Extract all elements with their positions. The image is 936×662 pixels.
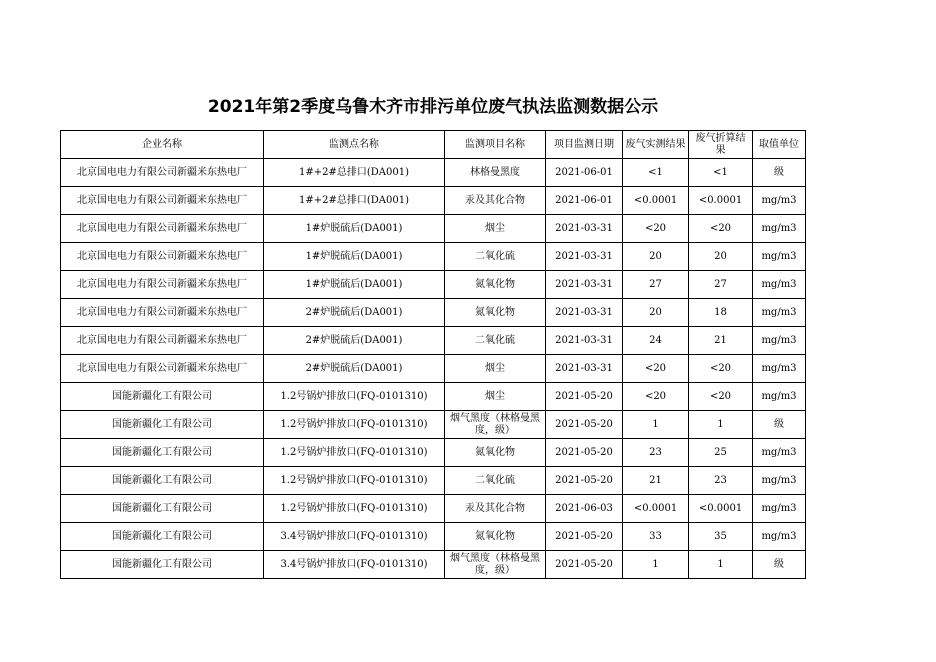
unit-cell: mg/m3 xyxy=(753,495,806,523)
table-row xyxy=(61,355,806,383)
table-row xyxy=(61,187,806,215)
monitoring-date-cell: 2021-05-20 xyxy=(546,411,623,439)
table-row xyxy=(61,383,806,411)
monitoring-date-cell: 2021-06-01 xyxy=(546,187,623,215)
monitoring-point-cell: 1#+2#总排口(DA001) xyxy=(264,187,445,215)
header-monitoring-date: 项目监测日期 xyxy=(546,131,623,159)
monitoring-point-cell: 2#炉脱硫后(DA001) xyxy=(264,327,445,355)
enterprise-cell: 国能新疆化工有限公司 xyxy=(61,467,264,495)
monitoring-point-cell: 1#炉脱硫后(DA001) xyxy=(264,271,445,299)
monitoring-date-cell: 2021-05-20 xyxy=(546,523,623,551)
converted-result-cell: 21 xyxy=(689,327,753,355)
page-title: 2021年第2季度乌鲁木齐市排污单位废气执法监测数据公示 xyxy=(207,97,659,117)
monitoring-item-cell: 林格曼黑度 xyxy=(445,159,546,187)
measured-result-cell: 1 xyxy=(623,551,689,579)
enterprise-cell: 北京国电电力有限公司新疆米东热电厂 xyxy=(61,299,264,327)
monitoring-point-cell: 1.2号锅炉排放口(FQ-0101310) xyxy=(264,439,445,467)
monitoring-date-cell: 2021-03-31 xyxy=(546,215,623,243)
table-row xyxy=(61,271,806,299)
monitoring-item-cell: 氮氧化物 xyxy=(445,299,546,327)
converted-result-cell: <0.0001 xyxy=(689,187,753,215)
table-header-row xyxy=(61,131,806,159)
monitoring-date-cell: 2021-06-01 xyxy=(546,159,623,187)
measured-result-cell: 20 xyxy=(623,243,689,271)
converted-result-cell: 27 xyxy=(689,271,753,299)
measured-result-cell: <0.0001 xyxy=(623,495,689,523)
unit-cell: mg/m3 xyxy=(753,187,806,215)
header-enterprise: 企业名称 xyxy=(61,131,264,159)
monitoring-date-cell: 2021-05-20 xyxy=(546,467,623,495)
monitoring-point-cell: 1.2号锅炉排放口(FQ-0101310) xyxy=(264,495,445,523)
table-row xyxy=(61,215,806,243)
measured-result-cell: <20 xyxy=(623,383,689,411)
monitoring-point-cell: 1.2号锅炉排放口(FQ-0101310) xyxy=(264,383,445,411)
table-row xyxy=(61,411,806,439)
monitoring-item-cell: 烟气黑度（林格曼黑度，级） xyxy=(445,551,546,579)
unit-cell: mg/m3 xyxy=(753,467,806,495)
unit-cell: mg/m3 xyxy=(753,243,806,271)
unit-cell: mg/m3 xyxy=(753,299,806,327)
monitoring-item-cell: 烟尘 xyxy=(445,215,546,243)
monitoring-date-cell: 2021-06-03 xyxy=(546,495,623,523)
unit-cell: mg/m3 xyxy=(753,215,806,243)
monitoring-point-cell: 2#炉脱硫后(DA001) xyxy=(264,355,445,383)
converted-result-cell: 1 xyxy=(689,411,753,439)
monitoring-item-cell: 烟尘 xyxy=(445,355,546,383)
unit-cell: mg/m3 xyxy=(753,271,806,299)
unit-cell: mg/m3 xyxy=(753,355,806,383)
monitoring-item-cell: 氮氧化物 xyxy=(445,439,546,467)
table-row xyxy=(61,551,806,579)
table-body xyxy=(61,159,806,579)
monitoring-item-cell: 汞及其化合物 xyxy=(445,187,546,215)
measured-result-cell: 33 xyxy=(623,523,689,551)
monitoring-point-cell: 1.2号锅炉排放口(FQ-0101310) xyxy=(264,467,445,495)
monitoring-item-cell: 烟气黑度（林格曼黑度，级） xyxy=(445,411,546,439)
converted-result-cell: 18 xyxy=(689,299,753,327)
monitoring-date-cell: 2021-05-20 xyxy=(546,551,623,579)
measured-result-cell: <20 xyxy=(623,355,689,383)
measured-result-cell: <0.0001 xyxy=(623,187,689,215)
converted-result-cell: 20 xyxy=(689,243,753,271)
measured-result-cell: <20 xyxy=(623,215,689,243)
table-row xyxy=(61,523,806,551)
monitoring-point-cell: 1#+2#总排口(DA001) xyxy=(264,159,445,187)
measured-result-cell: 27 xyxy=(623,271,689,299)
enterprise-cell: 北京国电电力有限公司新疆米东热电厂 xyxy=(61,355,264,383)
monitoring-item-cell: 汞及其化合物 xyxy=(445,495,546,523)
monitoring-point-cell: 3.4号锅炉排放口(FQ-0101310) xyxy=(264,551,445,579)
monitoring-item-cell: 氮氧化物 xyxy=(445,523,546,551)
enterprise-cell: 北京国电电力有限公司新疆米东热电厂 xyxy=(61,271,264,299)
converted-result-cell: 23 xyxy=(689,467,753,495)
enterprise-cell: 国能新疆化工有限公司 xyxy=(61,383,264,411)
measured-result-cell: 24 xyxy=(623,327,689,355)
emission-data-table xyxy=(60,130,806,579)
header-converted-result: 废气折算结果 xyxy=(689,131,753,159)
converted-result-cell: 25 xyxy=(689,439,753,467)
measured-result-cell: 21 xyxy=(623,467,689,495)
unit-cell: mg/m3 xyxy=(753,327,806,355)
measured-result-cell: 1 xyxy=(623,411,689,439)
converted-result-cell: <1 xyxy=(689,159,753,187)
monitoring-date-cell: 2021-05-20 xyxy=(546,383,623,411)
table-row xyxy=(61,495,806,523)
table-row xyxy=(61,299,806,327)
enterprise-cell: 国能新疆化工有限公司 xyxy=(61,551,264,579)
monitoring-point-cell: 2#炉脱硫后(DA001) xyxy=(264,299,445,327)
enterprise-cell: 北京国电电力有限公司新疆米东热电厂 xyxy=(61,215,264,243)
table-row xyxy=(61,243,806,271)
monitoring-item-cell: 烟尘 xyxy=(445,383,546,411)
table-row xyxy=(61,439,806,467)
header-monitoring-item: 监测项目名称 xyxy=(445,131,546,159)
enterprise-cell: 国能新疆化工有限公司 xyxy=(61,411,264,439)
table-row xyxy=(61,159,806,187)
converted-result-cell: <20 xyxy=(689,215,753,243)
enterprise-cell: 北京国电电力有限公司新疆米东热电厂 xyxy=(61,243,264,271)
measured-result-cell: <1 xyxy=(623,159,689,187)
table-row xyxy=(61,467,806,495)
converted-result-cell: 35 xyxy=(689,523,753,551)
monitoring-point-cell: 1.2号锅炉排放口(FQ-0101310) xyxy=(264,411,445,439)
unit-cell: mg/m3 xyxy=(753,523,806,551)
measured-result-cell: 20 xyxy=(623,299,689,327)
unit-cell: mg/m3 xyxy=(753,439,806,467)
header-measured-result: 废气实测结果 xyxy=(623,131,689,159)
table-row xyxy=(61,327,806,355)
unit-cell: 级 xyxy=(753,551,806,579)
header-unit: 取值单位 xyxy=(753,131,806,159)
monitoring-item-cell: 二氧化硫 xyxy=(445,467,546,495)
enterprise-cell: 国能新疆化工有限公司 xyxy=(61,523,264,551)
monitoring-item-cell: 氮氧化物 xyxy=(445,271,546,299)
monitoring-date-cell: 2021-03-31 xyxy=(546,327,623,355)
unit-cell: mg/m3 xyxy=(753,383,806,411)
converted-result-cell: <20 xyxy=(689,355,753,383)
converted-result-cell: 1 xyxy=(689,551,753,579)
enterprise-cell: 国能新疆化工有限公司 xyxy=(61,439,264,467)
monitoring-date-cell: 2021-03-31 xyxy=(546,271,623,299)
enterprise-cell: 北京国电电力有限公司新疆米东热电厂 xyxy=(61,159,264,187)
monitoring-date-cell: 2021-05-20 xyxy=(546,439,623,467)
monitoring-point-cell: 3.4号锅炉排放口(FQ-0101310) xyxy=(264,523,445,551)
converted-result-cell: <20 xyxy=(689,383,753,411)
monitoring-point-cell: 1#炉脱硫后(DA001) xyxy=(264,243,445,271)
header-monitoring-point: 监测点名称 xyxy=(264,131,445,159)
unit-cell: 级 xyxy=(753,411,806,439)
enterprise-cell: 北京国电电力有限公司新疆米东热电厂 xyxy=(61,187,264,215)
monitoring-date-cell: 2021-03-31 xyxy=(546,355,623,383)
monitoring-point-cell: 1#炉脱硫后(DA001) xyxy=(264,215,445,243)
enterprise-cell: 北京国电电力有限公司新疆米东热电厂 xyxy=(61,327,264,355)
measured-result-cell: 23 xyxy=(623,439,689,467)
enterprise-cell: 国能新疆化工有限公司 xyxy=(61,495,264,523)
converted-result-cell: <0.0001 xyxy=(689,495,753,523)
monitoring-date-cell: 2021-03-31 xyxy=(546,243,623,271)
monitoring-date-cell: 2021-03-31 xyxy=(546,299,623,327)
monitoring-item-cell: 二氧化硫 xyxy=(445,243,546,271)
monitoring-item-cell: 二氧化硫 xyxy=(445,327,546,355)
unit-cell: 级 xyxy=(753,159,806,187)
